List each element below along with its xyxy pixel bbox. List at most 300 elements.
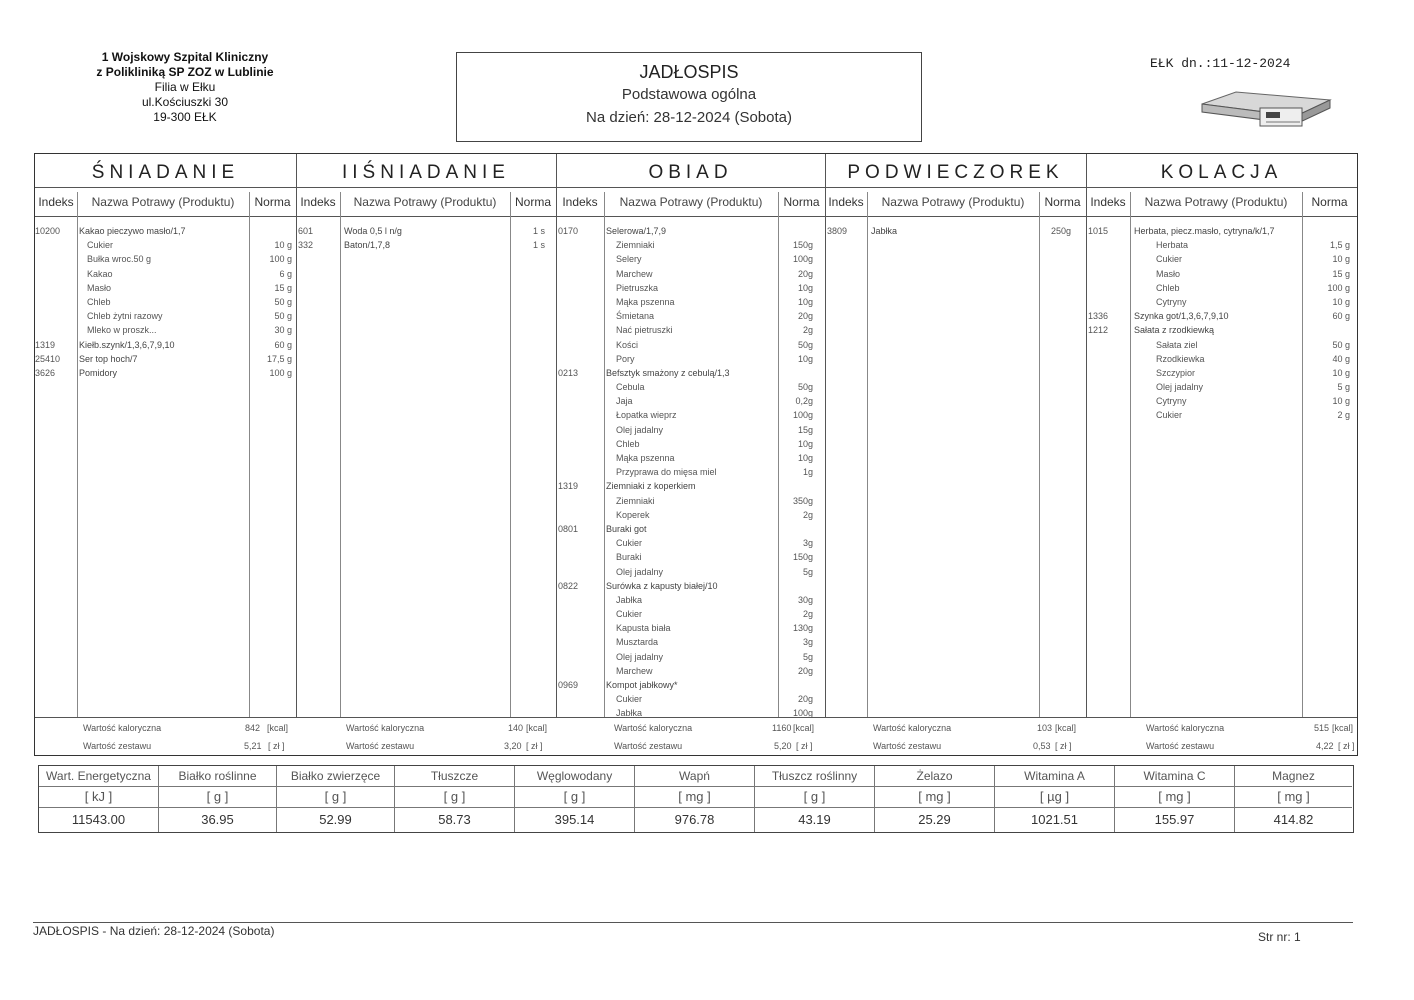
row-name: Nać pietruszki — [616, 325, 673, 336]
row-norm: 6 g — [279, 268, 292, 279]
footer-divider — [33, 922, 1353, 923]
menu-row — [296, 238, 556, 252]
row-name: Marchew — [616, 268, 653, 279]
nutrient-label: Witamina C — [1143, 769, 1206, 783]
nutrient-value: 155.97 — [1154, 812, 1195, 827]
cost-label: Wartość zestawu — [1146, 741, 1215, 751]
kcal-label: Wartość kaloryczna — [83, 723, 162, 733]
meal-rows — [35, 224, 296, 380]
row-norm: 150g — [792, 552, 813, 563]
meal-title: KOLACJA — [1086, 154, 1357, 188]
row-norm: 10g — [797, 353, 813, 364]
nutrient-value: 11543.00 — [71, 812, 126, 827]
meal-title: OBIAD — [556, 154, 825, 188]
row-name: Mleko w proszk... — [87, 325, 157, 336]
row-name: Jaja — [616, 396, 633, 407]
col-norm-header: Norma — [514, 195, 551, 209]
nutrient-column — [875, 766, 995, 832]
kcal-unit: [kcal] — [267, 723, 289, 733]
column-headers — [825, 188, 1086, 217]
row-norm: 15 g — [274, 282, 292, 293]
menu-row — [556, 295, 825, 309]
menu-row — [1086, 309, 1357, 323]
row-name: Kompot jabłkowy* — [606, 680, 678, 690]
nutrient-value: 976.78 — [674, 812, 715, 827]
kcal-value: 140 — [508, 723, 524, 733]
menu-row — [556, 380, 825, 394]
row-index: 0801 — [558, 523, 579, 534]
nutrient-unit: [ µg ] — [995, 786, 1114, 808]
cost-value: 5,21 — [244, 741, 262, 751]
row-norm: 1,5 g — [1329, 240, 1350, 251]
hospital-address — [70, 50, 300, 125]
kcal-unit: [kcal] — [1332, 723, 1354, 733]
row-name: Mąka pszenna — [616, 296, 675, 307]
row-name: Masło — [87, 282, 112, 293]
row-norm: 2g — [802, 609, 813, 620]
row-name: Herbata, piecz.masło, cytryna/k/1,7 — [1134, 226, 1275, 236]
row-norm: 60 g — [1332, 311, 1350, 322]
row-name: Sałata z rzodkiewką — [1134, 325, 1215, 336]
menu-row — [35, 224, 296, 238]
row-name: Cukier — [616, 694, 643, 705]
menu-row — [556, 423, 825, 437]
row-name: Olej jadalny — [616, 566, 664, 577]
menu-row — [556, 224, 825, 238]
row-name: Pomidory — [79, 367, 118, 378]
menu-row — [35, 309, 296, 323]
menu-row — [1086, 352, 1357, 366]
menu-row — [556, 238, 825, 252]
row-norm: 10 g — [274, 240, 292, 251]
kcal-unit: [kcal] — [1055, 723, 1077, 733]
row-index: 1319 — [35, 339, 56, 350]
menu-date: Na dzień: 28-12-2024 (Sobota) — [586, 109, 792, 126]
menu-row — [556, 437, 825, 451]
menu-row — [556, 579, 825, 593]
row-norm: 100g — [792, 254, 813, 265]
nutrient-column — [277, 766, 395, 832]
nutrient-value: 395.14 — [554, 812, 595, 827]
row-index: 332 — [298, 240, 314, 251]
footer-title: JADŁOSPIS - Na dzień: 28-12-2024 (Sobota) — [33, 924, 275, 938]
row-name: Sałata ziel — [1156, 339, 1198, 350]
diet-name: Podstawowa ogólna — [621, 86, 757, 103]
meal-second-breakfast — [296, 154, 557, 751]
kcal-label: Wartość kaloryczna — [614, 723, 693, 733]
nutrient-column — [995, 766, 1115, 832]
row-norm: 5 g — [1337, 382, 1350, 393]
menu-row — [556, 678, 825, 692]
row-norm: 20g — [797, 268, 813, 279]
kcal-label: Wartość kaloryczna — [1146, 723, 1225, 733]
row-name: Cebula — [616, 382, 645, 393]
row-norm: 10g — [797, 438, 813, 449]
row-name: Marchew — [616, 665, 653, 676]
row-name: Olej jadalny — [616, 424, 664, 435]
menu-row — [556, 281, 825, 295]
col-name-header: Nazwa Potrawy (Produktu) — [881, 195, 1025, 209]
meal-title: ŚNIADANIE — [35, 154, 296, 188]
meal-rows — [1086, 224, 1357, 423]
cost-value: 4,22 — [1316, 741, 1334, 751]
cost-label: Wartość zestawu — [873, 741, 942, 751]
col-norm-header: Norma — [783, 195, 820, 209]
row-norm: 2g — [802, 325, 813, 336]
menu-row — [556, 607, 825, 621]
col-name-header: Nazwa Potrawy (Produktu) — [1144, 195, 1288, 209]
menu-row — [1086, 267, 1357, 281]
row-index: 0969 — [558, 680, 579, 690]
row-name: Ser top hoch/7 — [79, 353, 138, 364]
row-name: Cytryny — [1156, 396, 1187, 407]
cost-unit: [ zł ] — [526, 741, 543, 751]
row-name: Ziemniaki — [616, 495, 655, 506]
row-name: Jabłka — [871, 226, 898, 236]
row-norm: 1g — [802, 467, 813, 478]
menu-row — [556, 451, 825, 465]
row-norm: 250g — [1050, 226, 1071, 236]
row-norm: 100g — [792, 708, 813, 719]
row-name: Jabłka — [616, 594, 643, 605]
nutrient-column — [39, 766, 159, 832]
row-index: 1212 — [1088, 325, 1109, 336]
menu-row — [556, 692, 825, 706]
nutrient-label: Tłuszcze — [430, 769, 479, 783]
row-index: 3809 — [827, 226, 848, 236]
menu-row — [35, 323, 296, 337]
menu-row — [556, 494, 825, 508]
menu-row — [35, 252, 296, 266]
menu-row — [556, 352, 825, 366]
row-name: Cukier — [87, 240, 114, 251]
menu-row — [556, 550, 825, 564]
row-norm: 15g — [797, 424, 813, 435]
row-norm: 40 g — [1332, 353, 1350, 364]
row-norm: 50g — [797, 339, 813, 350]
row-name: Buraki — [616, 552, 642, 563]
menu-row — [35, 366, 296, 380]
row-name: Chleb żytni razowy — [87, 311, 163, 322]
row-index: 1015 — [1088, 226, 1109, 236]
row-norm: 100 g — [269, 254, 292, 265]
kcal-value: 515 — [1314, 723, 1330, 733]
row-name: Kiełb.szynk/1,3,6,7,9,10 — [79, 339, 175, 350]
row-index: 25410 — [35, 353, 61, 364]
row-index: 0170 — [558, 226, 579, 236]
nutrient-unit: [ mg ] — [635, 786, 754, 808]
menu-row — [556, 408, 825, 422]
row-index: 1336 — [1088, 311, 1109, 322]
row-name: Herbata — [1156, 240, 1189, 251]
col-index-header: Indeks — [828, 195, 864, 209]
menu-title-box — [456, 52, 922, 142]
row-norm: 10 g — [1332, 396, 1350, 407]
cost-value: 3,20 — [504, 741, 522, 751]
col-name-header: Nazwa Potrawy (Produktu) — [619, 195, 763, 209]
row-norm: 130g — [792, 623, 813, 634]
row-norm: 5g — [802, 651, 813, 662]
menu-table — [34, 153, 1358, 756]
row-norm: 3g — [802, 538, 813, 549]
menu-row — [556, 565, 825, 579]
row-norm: 100g — [792, 410, 813, 421]
menu-row — [1086, 281, 1357, 295]
row-norm: 15 g — [1332, 268, 1350, 279]
row-name: Ziemniaki — [616, 240, 655, 251]
nutrient-unit: [ g ] — [277, 786, 394, 808]
row-name: Koperek — [616, 509, 650, 520]
row-norm: 150g — [792, 240, 813, 251]
hospital-line: Filia w Ełku — [154, 80, 216, 94]
menu-row — [1086, 238, 1357, 252]
hospital-line: 1 Wojskowy Szpital Kliniczny — [101, 50, 269, 64]
menu-row — [825, 224, 1086, 238]
meal-lunch — [556, 154, 826, 751]
nutrient-value: 414.82 — [1273, 812, 1314, 827]
nutrient-label: Węglowodany — [536, 769, 613, 783]
row-norm: 350g — [792, 495, 813, 506]
menu-row — [556, 650, 825, 664]
meal-summary — [1086, 717, 1357, 756]
menu-row — [556, 664, 825, 678]
col-index-header: Indeks — [300, 195, 336, 209]
column-divider — [1039, 192, 1040, 717]
nutrient-column — [515, 766, 635, 832]
row-norm: 100 g — [269, 367, 292, 378]
nutrient-column — [755, 766, 875, 832]
menu-row — [556, 267, 825, 281]
kcal-label: Wartość kaloryczna — [346, 723, 425, 733]
menu-row — [556, 508, 825, 522]
meal-afternoon-snack — [825, 154, 1087, 751]
menu-row — [556, 465, 825, 479]
menu-row — [556, 323, 825, 337]
row-name: Przyprawa do mięsa miel — [616, 467, 717, 478]
menu-row — [1086, 338, 1357, 352]
menu-row — [556, 252, 825, 266]
cost-label: Wartość zestawu — [83, 741, 152, 751]
row-name: Woda 0,5 l n/g — [344, 226, 402, 236]
nutrient-column — [635, 766, 755, 832]
menu-row — [1086, 366, 1357, 380]
row-norm: 17,5 g — [266, 353, 292, 364]
menu-row — [1086, 394, 1357, 408]
row-index: 1319 — [558, 481, 579, 492]
nutrient-value: 25.29 — [918, 812, 951, 827]
row-name: Selery — [616, 254, 642, 265]
menu-title: JADŁOSPIS — [639, 62, 739, 82]
nutrient-column — [159, 766, 277, 832]
printer-stamp-icon — [1196, 86, 1336, 130]
row-name: Pietruszka — [616, 282, 659, 293]
nutrient-value: 58.73 — [438, 812, 471, 827]
row-norm: 50 g — [274, 311, 292, 322]
nutrient-label: Wart. Energetyczna — [46, 769, 151, 783]
nutrient-label: Białko roślinne — [178, 769, 257, 783]
row-name: Chleb — [1156, 282, 1180, 293]
column-headers — [296, 188, 556, 217]
nutrient-unit: [ mg ] — [875, 786, 994, 808]
meal-breakfast — [35, 154, 297, 751]
cost-unit: [ zł ] — [1338, 741, 1355, 751]
row-index: 10200 — [35, 226, 61, 236]
row-norm: 30 g — [274, 325, 292, 336]
row-norm: 20g — [797, 694, 813, 705]
nutrient-unit: [ g ] — [159, 786, 276, 808]
menu-row — [556, 635, 825, 649]
nutrient-label: Magnez — [1272, 769, 1315, 783]
row-name: Musztarda — [616, 637, 659, 648]
row-norm: 1 s — [532, 240, 545, 251]
row-index: 3626 — [35, 367, 56, 378]
meal-summary — [556, 717, 825, 756]
meal-dinner — [1086, 154, 1357, 751]
row-name: Bułka wroc.50 g — [87, 254, 152, 265]
nutrient-value: 43.19 — [798, 812, 831, 827]
row-name: Cukier — [1156, 410, 1183, 421]
col-index-header: Indeks — [1090, 195, 1126, 209]
row-name: Jabłka — [616, 708, 643, 719]
row-name: Kakao pieczywo masło/1,7 — [79, 226, 186, 236]
row-name: Szynka got/1,3,6,7,9,10 — [1134, 311, 1229, 322]
column-headers — [35, 188, 296, 217]
column-divider — [340, 192, 341, 717]
row-name: Buraki got — [606, 523, 647, 534]
row-name: Szczypior — [1156, 367, 1196, 378]
cost-label: Wartość zestawu — [346, 741, 415, 751]
meal-rows — [825, 224, 1086, 238]
row-name: Surówka z kapusty białej/10 — [606, 580, 718, 591]
menu-row — [556, 593, 825, 607]
row-name: Masło — [1156, 268, 1181, 279]
row-norm: 10 g — [1332, 367, 1350, 378]
col-norm-header: Norma — [254, 195, 291, 209]
menu-row — [556, 621, 825, 635]
meal-title: PODWIECZOREK — [825, 154, 1086, 188]
row-norm: 10 g — [1332, 254, 1350, 265]
nutrient-column — [395, 766, 515, 832]
col-norm-header: Norma — [1044, 195, 1081, 209]
kcal-label: Wartość kaloryczna — [873, 723, 952, 733]
meal-summary — [296, 717, 556, 756]
nutrition-table — [38, 765, 1354, 833]
row-name: Cytryny — [1156, 296, 1187, 307]
row-norm: 5g — [802, 566, 813, 577]
nutrient-unit: [ g ] — [755, 786, 874, 808]
col-name-header: Nazwa Potrawy (Produktu) — [353, 195, 497, 209]
menu-row — [1086, 323, 1357, 337]
row-name: Kakao — [87, 268, 113, 279]
nutrient-label: Żelazo — [916, 769, 953, 783]
cost-value: 0,53 — [1033, 741, 1051, 751]
meal-rows — [296, 224, 556, 252]
row-name: Selerowa/1,7,9 — [606, 226, 667, 236]
menu-row — [35, 267, 296, 281]
row-norm: 60 g — [274, 339, 292, 350]
row-norm: 10g — [797, 453, 813, 463]
cost-unit: [ zł ] — [268, 741, 285, 751]
cost-label: Wartość zestawu — [614, 741, 683, 751]
row-name: Łopatka wieprz — [616, 410, 677, 421]
row-name: Cukier — [616, 609, 643, 620]
menu-row — [556, 394, 825, 408]
col-norm-header: Norma — [1311, 195, 1348, 209]
row-name: Befsztyk smażony z cebulą/1,3 — [606, 367, 730, 378]
cost-unit: [ zł ] — [796, 741, 813, 751]
nutrient-unit: [ kJ ] — [39, 786, 158, 808]
row-norm: 1 s — [532, 226, 545, 236]
menu-row — [556, 366, 825, 380]
row-index: 0822 — [558, 580, 579, 591]
menu-row — [35, 295, 296, 309]
row-name: Chleb — [87, 296, 111, 307]
meal-summary — [825, 717, 1086, 756]
row-index: 601 — [298, 226, 314, 236]
menu-row — [35, 352, 296, 366]
menu-row — [35, 338, 296, 352]
cost-value: 5,20 — [774, 741, 792, 751]
nutrient-value: 1021.51 — [1031, 812, 1078, 827]
col-index-header: Indeks — [38, 195, 74, 209]
cost-unit: [ zł ] — [1055, 741, 1072, 751]
row-name: Chleb — [616, 438, 640, 449]
row-name: Rzodkiewka — [1156, 353, 1205, 364]
row-norm: 50 g — [274, 296, 292, 307]
menu-row — [1086, 380, 1357, 394]
print-date: EŁK dn.:11-12-2024 — [1150, 56, 1291, 71]
kcal-unit: [kcal] — [793, 723, 815, 733]
nutrient-column — [1115, 766, 1235, 832]
kcal-value: 842 — [245, 723, 261, 733]
row-name: Cukier — [616, 538, 643, 549]
nutrient-unit: [ mg ] — [1115, 786, 1234, 808]
nutrient-label: Wapń — [679, 769, 710, 783]
menu-row — [1086, 295, 1357, 309]
menu-row — [35, 281, 296, 295]
column-divider — [510, 192, 511, 717]
row-norm: 2g — [802, 509, 813, 520]
col-index-header: Indeks — [562, 195, 598, 209]
row-norm: 100 g — [1327, 282, 1350, 293]
nutrient-label: Tłuszcz roślinny — [771, 769, 858, 783]
row-norm: 50 g — [1332, 339, 1350, 350]
nutrient-label: Witamina A — [1024, 769, 1085, 783]
nutrient-unit: [ mg ] — [1235, 786, 1352, 808]
row-name: Pory — [616, 353, 635, 364]
hospital-line: ul.Kościuszki 30 — [141, 95, 229, 109]
menu-row — [1086, 224, 1357, 238]
row-norm: 0,2g — [795, 396, 813, 407]
row-index: 0213 — [558, 367, 579, 378]
row-name: Olej jadalny — [1156, 382, 1204, 393]
row-norm: 10g — [797, 296, 813, 307]
row-norm: 10 g — [1332, 296, 1350, 307]
page-number: Str nr: 1 — [1258, 930, 1301, 944]
menu-row — [556, 536, 825, 550]
kcal-unit: [kcal] — [526, 723, 548, 733]
nutrient-column — [1235, 766, 1352, 832]
row-name: Mąka pszenna — [616, 453, 675, 463]
row-norm: 20g — [797, 311, 813, 322]
nutrient-value: 36.95 — [201, 812, 234, 827]
column-headers — [1086, 188, 1357, 217]
hospital-line: z Polikliniką SP ZOZ w Lublinie — [96, 65, 274, 79]
menu-row — [296, 224, 556, 238]
row-name: Olej jadalny — [616, 651, 664, 662]
row-name: Kości — [616, 339, 639, 350]
menu-row — [556, 522, 825, 536]
